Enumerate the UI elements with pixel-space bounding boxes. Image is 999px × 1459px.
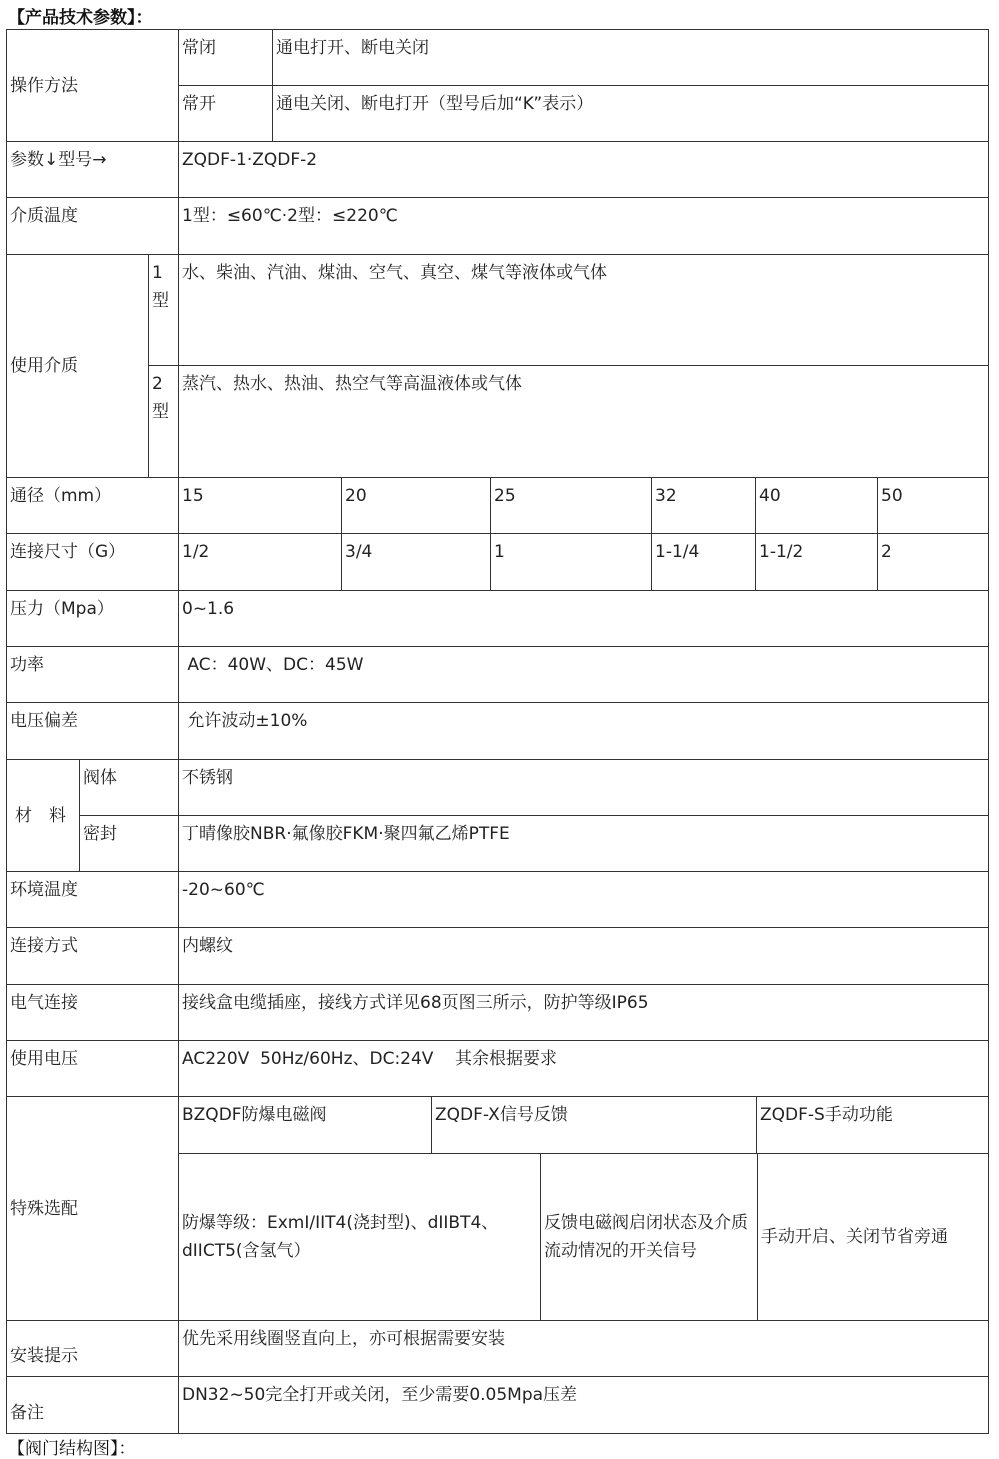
type1-value: 水、柴油、汽油、煤油、空气、真空、煤气等液体或气体 xyxy=(178,254,989,366)
bore-value: 25 xyxy=(490,477,652,534)
conn-size-value: 3/4 xyxy=(341,533,491,591)
bore-value: 20 xyxy=(341,477,491,534)
remark-value: DN32~50完全打开或关闭，至少需要0.05Mpa压差 xyxy=(178,1376,989,1434)
section-title-parameters: 【产品技术参数】： xyxy=(8,8,153,28)
row-label-pressure: 压力（Mpa） xyxy=(6,590,179,647)
special-desc-manual: 手动开启、关闭节省旁通 xyxy=(757,1153,989,1321)
bore-value: 50 xyxy=(877,477,989,534)
elec-conn-value: 接线盒电缆插座，接线方式详见68页图三所示，防护等级IP65 xyxy=(178,984,989,1041)
no-label: 常开 xyxy=(178,85,273,142)
special-desc-explosion-proof: 防爆等级：ExmI/IIT4(浇封型)、dIIBT4、dIICT5(含氢气） xyxy=(178,1153,541,1321)
special-option-signal-feedback: ZQDF-X信号反馈 xyxy=(431,1096,757,1154)
model-value: ZQDF-1·ZQDF-2 xyxy=(178,141,989,198)
seal-value: 丁晴像胶NBR·氟像胶FKM·聚四氟乙烯PTFE xyxy=(178,815,989,872)
no-desc: 通电关闭、断电打开（型号后加“K”表示） xyxy=(272,85,989,142)
special-desc-signal-feedback: 反馈电磁阀启闭状态及介质流动情况的开关信号 xyxy=(540,1153,758,1321)
nc-desc: 通电打开、断电关闭 xyxy=(272,29,989,86)
medium-temp-value: 1型：≤60℃·2型：≤220℃ xyxy=(178,197,989,255)
seal-label: 密封 xyxy=(79,815,179,872)
power-value: AC：40W、DC：45W xyxy=(178,646,989,703)
special-option-manual: ZQDF-S手动功能 xyxy=(756,1096,989,1154)
row-label-power: 功率 xyxy=(6,646,179,703)
conn-size-value: 1/2 xyxy=(178,533,342,591)
row-label-medium-temp: 介质温度 xyxy=(6,197,179,255)
install-value: 优先采用线圈竖直向上，亦可根据需要安装 xyxy=(178,1320,989,1377)
row-label-remark: 备注 xyxy=(6,1376,179,1434)
row-label-use-medium: 使用介质 xyxy=(6,254,149,478)
conn-size-value: 1 xyxy=(490,533,652,591)
bore-value: 32 xyxy=(651,477,756,534)
row-label-use-voltage: 使用电压 xyxy=(6,1040,179,1097)
type2-value: 蒸汽、热水、热油、热空气等高温液体或气体 xyxy=(178,365,989,478)
row-label-install: 安装提示 xyxy=(6,1320,179,1377)
conn-method-value: 内螺纹 xyxy=(178,927,989,985)
ambient-temp-value: -20~60℃ xyxy=(178,871,989,928)
row-label-elec-conn: 电气连接 xyxy=(6,984,179,1041)
body-label: 阀体 xyxy=(79,759,179,816)
row-label-special: 特殊选配 xyxy=(6,1096,179,1321)
row-label-material: 材 料 xyxy=(6,759,80,872)
type1-label: 1型 xyxy=(148,254,179,366)
row-label-conn-method: 连接方式 xyxy=(6,927,179,985)
row-label-voltage-dev: 电压偏差 xyxy=(6,702,179,760)
row-label-bore: 通径（mm） xyxy=(6,477,179,534)
voltage-dev-value: 允许波动±10% xyxy=(178,702,989,760)
special-option-explosion-proof: BZQDF防爆电磁阀 xyxy=(178,1096,432,1154)
pressure-value: 0~1.6 xyxy=(178,590,989,647)
row-label-ambient-temp: 环境温度 xyxy=(6,871,179,928)
bore-value: 40 xyxy=(755,477,878,534)
type2-label: 2型 xyxy=(148,365,179,478)
body-value: 不锈钢 xyxy=(178,759,989,816)
use-voltage-value: AC220V 50Hz/60Hz、DC:24V 其余根据要求 xyxy=(178,1040,989,1097)
nc-label: 常闭 xyxy=(178,29,273,86)
bore-value: 15 xyxy=(178,477,342,534)
row-label-op-method: 操作方法 xyxy=(6,29,179,142)
conn-size-value: 1-1/2 xyxy=(755,533,878,591)
row-label-conn-size: 连接尺寸（G） xyxy=(6,533,179,591)
conn-size-value: 1-1/4 xyxy=(651,533,756,591)
row-label-param-model: 参数↓型号→ xyxy=(6,141,179,198)
conn-size-value: 2 xyxy=(877,533,989,591)
section-title-structure: 【阀门结构图】： xyxy=(8,1439,136,1459)
